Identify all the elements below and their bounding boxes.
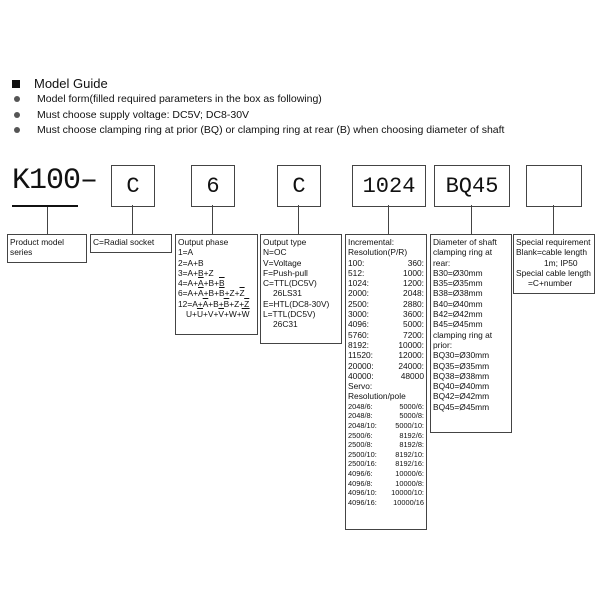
phase-label-cell: Output phase 1=A 2=A+B 3=A+B+Z $4=A+\overline{A}+B+\overline{B}$ $6=A+\overline{A}+B+\overline{B}+Z+\overline{Z}$ $12=A+\overline{A}+B+\overline{B}+Z+\overline{Z}$ $U+\overline{U}+V+\overline{V}+W+\overline{W}$ bbox=[175, 234, 258, 335]
resolution-value: 10000: bbox=[398, 339, 424, 350]
resolution-value: 5760: bbox=[348, 329, 369, 340]
output-type-label-cell: Output type N=OC V=Voltage F=Push-pull C=TTL(DC5V) 26LS31 E=HTL(DC8-30V) L=TTL(DC5V) 26C31 bbox=[260, 234, 342, 344]
resolution-row bbox=[348, 258, 424, 268]
resolution-code-box: 1024 bbox=[352, 165, 426, 207]
resolution-label-cell: Incremental: Resolution(P/R) 100: 360: 512: 1000: 1024: 1200: 2000: 2048: 2500: 2880: 3000: 3600: 4096: 5000: 5760: 7200: 8192: 10000: 11520: 12000: 20000: 24000: 40000: 48000 Servo: Resolution/pole 2048/6: 5000/6: 2048/8: 5000/8: 2048/10: 5000/10: 2500/6: 8192/6: 2500/8: 8192/8: 2500/10: 8192/10: 2500/16: 8192/16: 4096/6: 10000/6: 4096/8: 10000/8: 4096/10: 10000/10: 4096/16: 10000/16 bbox=[345, 234, 427, 530]
resolution-row bbox=[348, 299, 424, 309]
shaft-option: BQ30=Ø30mm bbox=[433, 350, 490, 361]
resolution-value: 20000: bbox=[348, 360, 374, 371]
resolution-row bbox=[348, 440, 424, 450]
resolution-value: 512: bbox=[348, 267, 365, 278]
shaft-option: clamping ring at bbox=[433, 329, 493, 340]
resolution-row bbox=[348, 330, 424, 340]
shaft-option: BQ45=Ø45mm bbox=[433, 401, 490, 412]
phase-code-box: 6 bbox=[191, 165, 235, 207]
connector-line bbox=[298, 205, 299, 234]
model-guide-heading: Model Guide bbox=[12, 76, 108, 91]
resolution-value: 2880: bbox=[403, 298, 424, 309]
resolution-value: 4096/6: bbox=[348, 468, 373, 478]
model-prefix-underline bbox=[12, 205, 78, 207]
resolution-value: 40000: bbox=[348, 370, 374, 381]
resolution-value: 2500/10: bbox=[348, 449, 377, 459]
shaft-option: prior: bbox=[433, 339, 453, 350]
connector-line bbox=[132, 205, 133, 234]
socket-code-box: C bbox=[111, 165, 155, 207]
resolution-row bbox=[348, 371, 424, 381]
resolution-value: 4096/16: bbox=[348, 497, 377, 507]
shaft-label-cell bbox=[430, 234, 512, 433]
resolution-row bbox=[348, 361, 424, 371]
resolution-value: 12000: bbox=[398, 350, 424, 361]
resolution-value: 5000/10: bbox=[395, 420, 424, 430]
resolution-row bbox=[348, 268, 424, 278]
resolution-row bbox=[348, 278, 424, 288]
resolution-value: 7200: bbox=[403, 329, 424, 340]
resolution-value: 1024: bbox=[348, 278, 369, 289]
socket-label-cell: C=Radial socket bbox=[90, 234, 172, 253]
resolution-value: 4096/10: bbox=[348, 488, 377, 498]
resolution-value: 2048: bbox=[403, 288, 424, 299]
shaft-option: B35=Ø35mm bbox=[433, 278, 483, 289]
resolution-row bbox=[348, 469, 424, 479]
resolution-value: 2500/6: bbox=[348, 430, 373, 440]
resolution-value: 8192/10: bbox=[395, 449, 424, 459]
square-bullet-icon bbox=[12, 80, 20, 88]
connector-line bbox=[388, 205, 389, 234]
dot-bullet-icon bbox=[14, 127, 20, 133]
shaft-diameter-list bbox=[433, 237, 509, 412]
resolution-value: 3600: bbox=[403, 309, 424, 320]
shaft-option: Diameter of shaft bbox=[433, 237, 497, 247]
resolution-value: 3000: bbox=[348, 309, 369, 320]
incremental-resolution-list bbox=[348, 258, 424, 382]
resolution-value: 100: bbox=[348, 257, 365, 268]
resolution-row bbox=[348, 350, 424, 360]
resolution-value: 8192: bbox=[348, 339, 369, 350]
resolution-row bbox=[348, 421, 424, 431]
shaft-option: BQ38=Ø38mm bbox=[433, 370, 490, 381]
special-code-box bbox=[526, 165, 582, 207]
connector-line bbox=[47, 207, 48, 234]
shaft-option: BQ35=Ø35mm bbox=[433, 360, 490, 371]
resolution-value: 1200: bbox=[403, 278, 424, 289]
resolution-value: 1000: bbox=[403, 267, 424, 278]
resolution-row bbox=[348, 498, 424, 508]
servo-resolution-list bbox=[348, 402, 424, 508]
resolution-row bbox=[348, 402, 424, 412]
dot-bullet-icon bbox=[14, 112, 20, 118]
resolution-value: 48000 bbox=[400, 370, 424, 381]
model-prefix: K100– bbox=[12, 164, 98, 198]
shaft-option: B38=Ø38mm bbox=[433, 288, 483, 299]
connector-line bbox=[212, 205, 213, 234]
resolution-value: 2000: bbox=[348, 288, 369, 299]
resolution-value: 10000/10: bbox=[391, 488, 424, 498]
resolution-row bbox=[348, 431, 424, 441]
resolution-value: 2048/6: bbox=[348, 401, 373, 411]
resolution-value: 8192/8: bbox=[399, 440, 424, 450]
shaft-option: B42=Ø42mm bbox=[433, 309, 483, 320]
resolution-value: 8192/6: bbox=[399, 430, 424, 440]
shaft-option: BQ42=Ø42mm bbox=[433, 391, 490, 402]
resolution-value: 5000/8: bbox=[399, 411, 424, 421]
resolution-value: 8192/16: bbox=[395, 459, 424, 469]
shaft-option: B30=Ø30mm bbox=[433, 267, 483, 278]
resolution-row bbox=[348, 309, 424, 319]
bullet-item: Must choose supply voltage: DC5V; DC8-30V bbox=[14, 109, 249, 121]
resolution-row bbox=[348, 411, 424, 421]
resolution-value: 11520: bbox=[348, 350, 373, 361]
resolution-value: 10000/16 bbox=[393, 497, 424, 507]
resolution-value: 360: bbox=[407, 257, 424, 268]
resolution-value: 5000: bbox=[403, 319, 424, 330]
bullet-item: Must choose clamping ring at prior (BQ) or clamping ring at rear (B) when choosing diameter of shaft bbox=[14, 124, 504, 136]
resolution-row bbox=[348, 288, 424, 298]
dot-bullet-icon bbox=[14, 96, 20, 102]
resolution-row bbox=[348, 479, 424, 489]
resolution-row bbox=[348, 459, 424, 469]
resolution-value: 2500: bbox=[348, 298, 369, 309]
resolution-row bbox=[348, 319, 424, 329]
resolution-row bbox=[348, 488, 424, 498]
resolution-value: 2048/10: bbox=[348, 420, 377, 430]
bullet-item: Model form(filled required parameters in the box as following) bbox=[14, 93, 322, 105]
resolution-value: 2500/8: bbox=[348, 440, 373, 450]
special-label-cell: Special requirement Blank=cable length 1m; IP50 Special cable length =C+number bbox=[513, 234, 595, 294]
connector-line bbox=[471, 205, 472, 234]
output-type-code-box: C bbox=[277, 165, 321, 207]
shaft-option: clamping ring at bbox=[433, 247, 493, 258]
resolution-value: 2048/8: bbox=[348, 411, 373, 421]
product-label-cell: Product model series bbox=[7, 234, 87, 263]
shaft-option: B45=Ø45mm bbox=[433, 319, 483, 330]
resolution-value: 10000/8: bbox=[395, 478, 424, 488]
resolution-value: 2500/16: bbox=[348, 459, 377, 469]
shaft-code-box: BQ45 bbox=[434, 165, 510, 207]
shaft-option: B40=Ø40mm bbox=[433, 298, 483, 309]
connector-line bbox=[553, 205, 554, 234]
resolution-value: 4096: bbox=[348, 319, 369, 330]
resolution-row bbox=[348, 340, 424, 350]
resolution-value: 24000: bbox=[398, 360, 424, 371]
shaft-option: rear: bbox=[433, 257, 451, 268]
shaft-option: BQ40=Ø40mm bbox=[433, 381, 490, 392]
resolution-value: 5000/6: bbox=[399, 401, 424, 411]
resolution-row bbox=[348, 450, 424, 460]
resolution-value: 10000/6: bbox=[395, 468, 424, 478]
resolution-value: 4096/8: bbox=[348, 478, 373, 488]
